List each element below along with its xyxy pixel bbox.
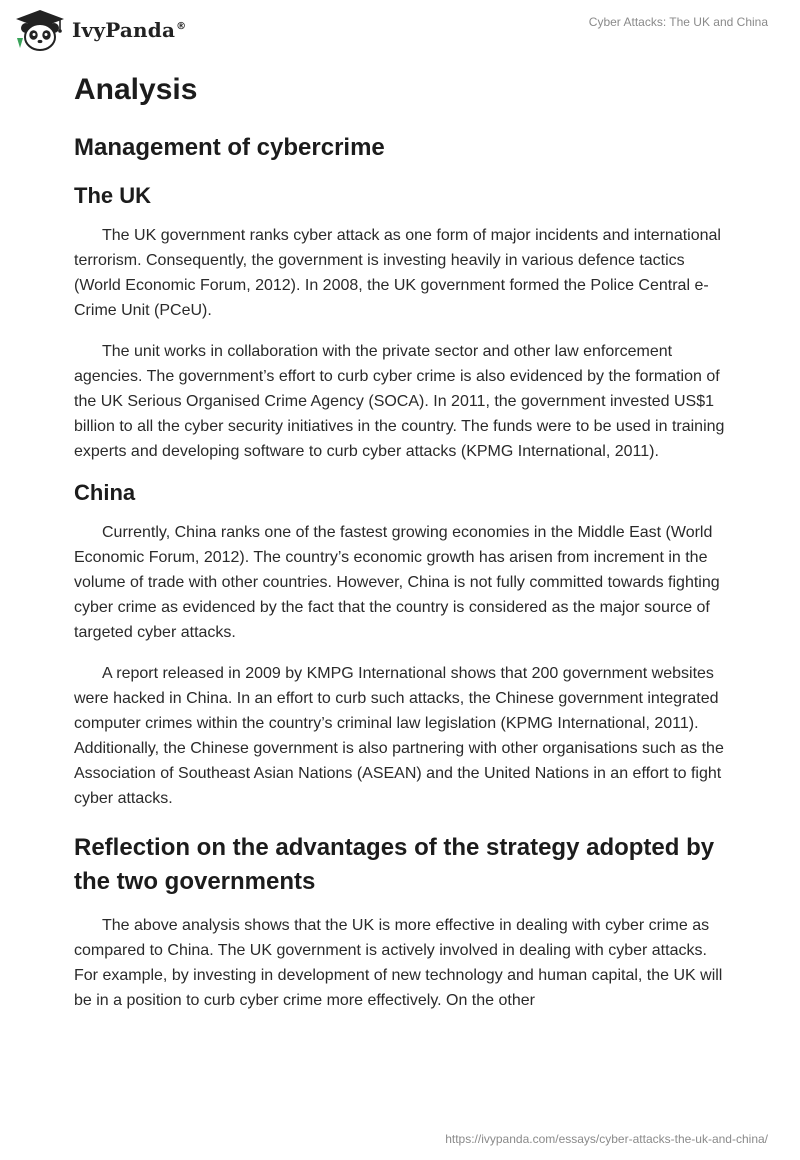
panda-logo-icon bbox=[14, 8, 66, 52]
heading-analysis: Analysis bbox=[74, 73, 198, 106]
page-header bbox=[0, 0, 800, 60]
heading-the-uk: The UK bbox=[74, 183, 151, 208]
heading-management-of-cybercrime: Management of cybercrime bbox=[74, 134, 385, 161]
heading-china: China bbox=[74, 480, 136, 505]
brand-logo[interactable] bbox=[14, 8, 186, 52]
brand-name: IvyPanda® bbox=[72, 18, 187, 42]
essay-content bbox=[74, 70, 730, 1013]
paragraph-uk-1: The UK government ranks cyber attack as one form of major incidents and international terrorism. Consequently, the government is investing heavily in various defence tactics (World Economic Forum, 2012). In 2008, the UK government formed the Police Central e-Crime Unit (PCeU). bbox=[74, 227, 721, 319]
heading-reflection: Reflection on the advantages of the strategy adopted by the two governments bbox=[74, 834, 715, 895]
registered-mark: ® bbox=[176, 21, 187, 33]
paragraph-reflection-1: The above analysis shows that the UK is more effective in dealing with cyber crime as compared to China. The UK government is actively involved in dealing with cyber attacks. For example, by investing in development of new technology and human capital, the UK will be in a position to curb cyber crime more effectively. On the other bbox=[74, 917, 723, 1009]
paragraph-uk-2: The unit works in collaboration with the private sector and other law enforcement agencies. The government’s effort to curb cyber crime is also evidenced by the formation of the UK Serious Organised Crime Agency (SOCA). In 2011, the government invested US$1 billion to all the cyber security initiatives in the country. The funds were to be used in training experts and developing software to curb cyber attacks (KPMG International, 2011). bbox=[74, 343, 725, 460]
paragraph-china-2: A report released in 2009 by KMPG International shows that 200 government websites were hacked in China. In an effort to curb such attacks, the Chinese government integrated computer crimes within the country’s criminal law legislation (KPMG International, 2011). Additionally, the Chinese government is also partnering with other organisations such as the Association of Southeast Asian Nations (ASEAN) and the United Nations in an effort to fight cyber attacks. bbox=[74, 665, 724, 807]
paragraph-china-1: Currently, China ranks one of the fastest growing economies in the Middle East (World Economic Forum, 2012). The country’s economic growth has arisen from increment in the volume of trade with other countries. However, China is not fully committed towards fighting cyber crime as evidenced by the fact that the country is considered as the major source of targeted cyber attacks. bbox=[74, 524, 720, 641]
document-title: Cyber Attacks: The UK and China bbox=[588, 15, 768, 29]
source-url[interactable]: https://ivypanda.com/essays/cyber-attacks-the-uk-and-china/ bbox=[445, 1132, 768, 1146]
